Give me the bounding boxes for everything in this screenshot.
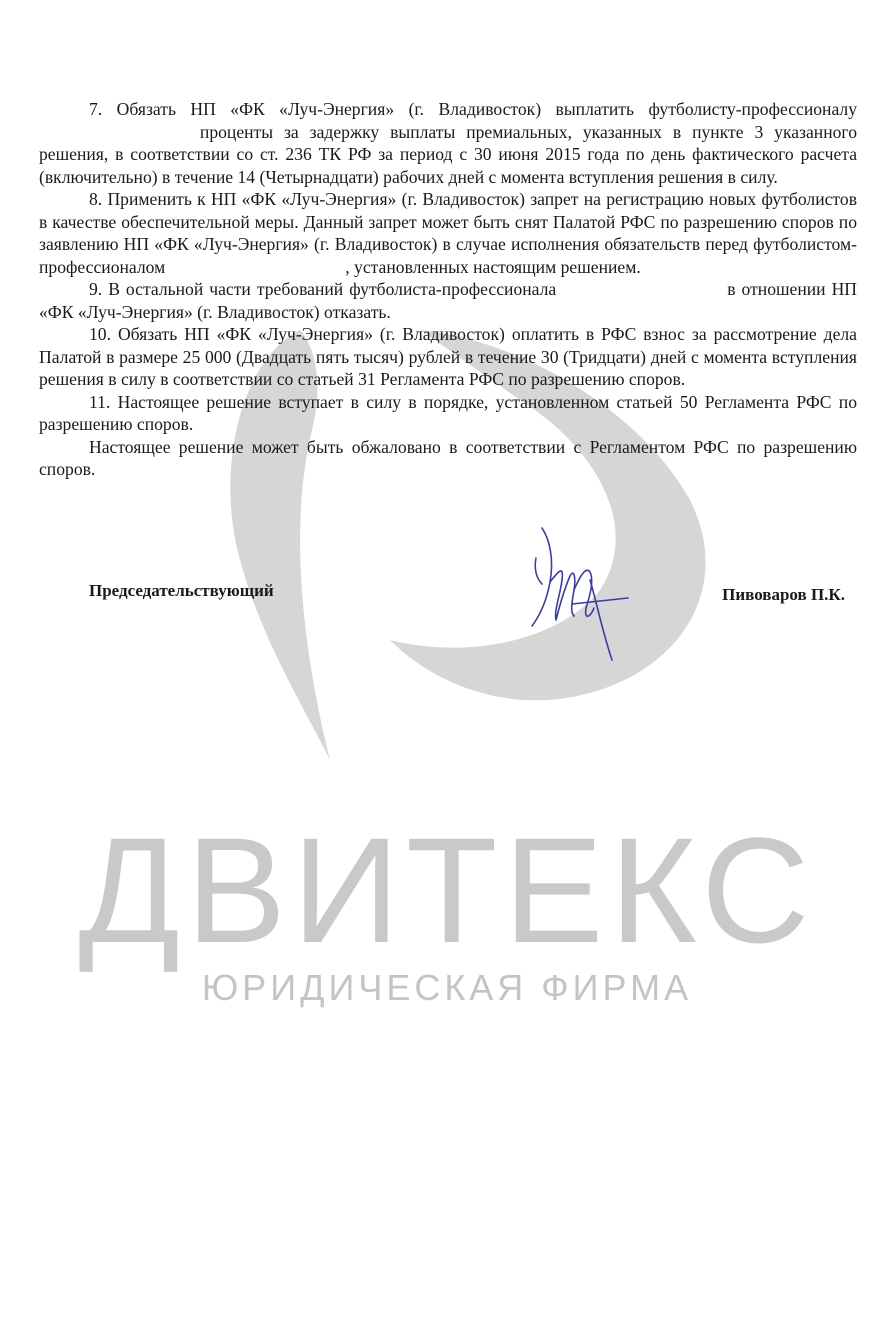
paragraph-11: 11. Настоящее решение вступает в силу в порядке, установленном статьей 50 Регламента РФС по разрешению споров. (39, 391, 857, 434)
watermark-brand: ДВИТЕКС (78, 806, 816, 974)
paragraph-9-text-after: в отношении НП «ФК «Луч-Энергия» (г. Владивосток) отказать. (39, 279, 857, 322)
paragraph-8 (39, 188, 857, 278)
paragraph-8-text-after: , установленных настоящим решением. (345, 256, 641, 277)
watermark-subtitle: ЮРИДИЧЕСКАЯ ФИРМА (201, 967, 693, 1008)
paragraph-7 (39, 98, 857, 188)
handwritten-signature (520, 520, 640, 670)
paragraph-8-text-before: 8. Применить к НП «ФК «Луч-Энергия» (г. Владивосток) запрет на регистрацию новых футболистов в качестве обеспечительной меры. Данный запрет может быть снят Палатой РФС по разрешению споров по заявлению НП «ФК «Луч-Энергия» (г. Владивосток) в случае исполнения обязательств перед футболистом-профессионалом (39, 189, 857, 277)
paragraph-appeal: Настоящее решение может быть обжаловано в соответствии с Регламентом РФС по разрешению споров. (39, 436, 857, 479)
chairperson-label: Председательствующий (89, 581, 274, 600)
paragraph-9-text-before: 9. В остальной части требований футболиста-профессионала (89, 279, 557, 299)
document-body (39, 98, 857, 481)
paragraph-10: 10. Обязать НП «ФК «Луч-Энергия» (г. Владивосток) оплатить в РФС взнос за рассмотрение дела Палатой в размере 25 000 (Двадцать пять тысяч) рублей в течение 30 (Тридцати) дней с момента вступления решения в силу в соответствии со статьей 31 Регламента РФС по разрешению споров. (39, 324, 857, 389)
chairperson-name: Пивоваров П.К. (722, 585, 845, 604)
paragraph-7-text-after: проценты за задержку выплаты премиальных, указанных в пункте 3 указанного решения, в соответствии со ст. 236 ТК РФ за период с 30 июня 2015 года по день фактического расчета (включительно) в течение 14 (Четырнадцати) рабочих дней с момента вступления решения в силу. (39, 121, 857, 187)
paragraph-9 (39, 278, 857, 323)
paragraph-7-text-before: 7. Обязать НП «ФК «Луч-Энергия» (г. Владивосток) выплатить футболисту-профессионалу (89, 99, 857, 119)
